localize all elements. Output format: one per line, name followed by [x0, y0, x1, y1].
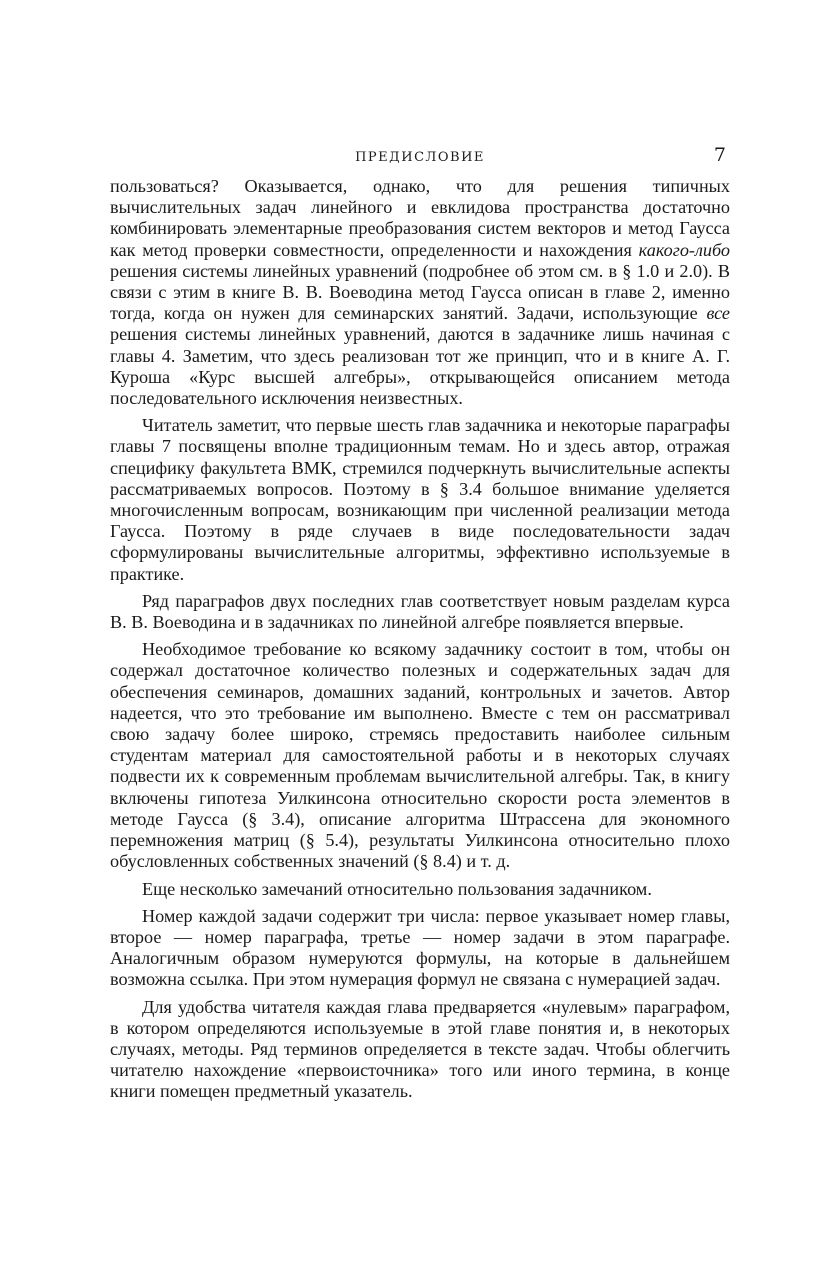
emphasis-kakogo-libo: какого-либо	[638, 239, 730, 260]
paragraph-3: Ряд параграфов двух последних глав соответствует новым разделам курса В. В. Воеводина и в задачниках по линейной алгебре появляется впервые.	[110, 590, 730, 633]
paragraph-7: Для удобства читателя каждая глава предваряется «нулевым» параграфом, в котором определяются используемые в этой главе понятия и, в некоторых случаях, методы. Ряд терминов определяется в тексте задач. Чтобы облегчить читателю нахождение «первоисточника» того или иного термина, в конце книги помещен предметный указатель.	[110, 996, 730, 1102]
paragraph-1-text-b: решения системы линейных уравнений (подробнее об этом см. в § 1.0 и 2.0). В связи с этим в книге В. В. Воеводина метод Гаусса описан в главе 2, именно тогда, когда он нужен для семинарских занятий. Задачи, использующие	[110, 260, 730, 324]
running-head	[110, 140, 730, 176]
page-number: 7	[713, 144, 726, 166]
paragraph-1	[110, 176, 730, 409]
paragraph-6: Номер каждой задачи содержит три числа: первое указывает номер главы, второе — номер параграфа, третье — номер задачи в этом параграфе. Аналогичным образом нумеруются формулы, на которые в дальнейшем возможна ссылка. При этом нумерация формул не связана с нумерацией задач.	[110, 905, 730, 990]
book-page	[110, 140, 730, 1103]
paragraph-5: Еще несколько замечаний относительно пользования задачником.	[142, 878, 652, 899]
emphasis-vse: все	[706, 303, 730, 324]
running-title: ПРЕДИСЛОВИЕ	[355, 150, 485, 165]
paragraph-4: Необходимое требование ко всякому задачнику состоит в том, чтобы он содержал достаточное количество полезных и содержательных задач для обеспечения семинаров, домашних заданий, контрольных и зачетов. Автор надеется, что это требование им выполнено. Вместе с тем он рассматривал свою задачу более широко, стремясь предоставить наиболее сильным студентам материал для самостоятельной работы и в некоторых случаях подвести их к современным проблемам вычислительной алгебры. Так, в книгу включены гипотеза Уилкинсона относительно скорости роста элементов в методе Гаусса (§ 3.4), описание алгоритма Штрассена для экономного перемножения матриц (§ 5.4), результаты Уилкинсона относительно плохо обусловленных собственных значений (§ 8.4) и т. д.	[110, 639, 730, 872]
paragraph-1-text-a: пользоваться? Оказывается, однако, что для решения типичных вычислительных задач линейного и евклидова пространства достаточно комбинировать элементарные преобразования систем векторов и метод Гаусса как метод проверки совместности, определенности и нахождения	[110, 176, 730, 260]
body-text	[110, 176, 730, 1103]
paragraph-2: Читатель заметит, что первые шесть глав задачника и некоторые параграфы главы 7 посвящены вполне традиционным темам. Но и здесь автор, отражая специфику факультета ВМК, стремился подчеркнуть вычислительные аспекты рассматриваемых вопросов. Поэтому в § 3.4 большое внимание уделяется многочисленным вопросам, возникающим при численной реализации метода Гаусса. Поэтому в ряде случаев в виде последовательности задач сформулированы вычислительные алгоритмы, эффективно используемые в практике.	[110, 415, 730, 584]
paragraph-1-text-c: решения системы линейных уравнений, даются в задачнике лишь начиная с главы 4. Заметим, что здесь реализован тот же принцип, что и в книге А. Г. Куроша «Курс высшей алгебры», открывающейся описанием метода последовательного исключения неизвестных.	[110, 324, 730, 409]
